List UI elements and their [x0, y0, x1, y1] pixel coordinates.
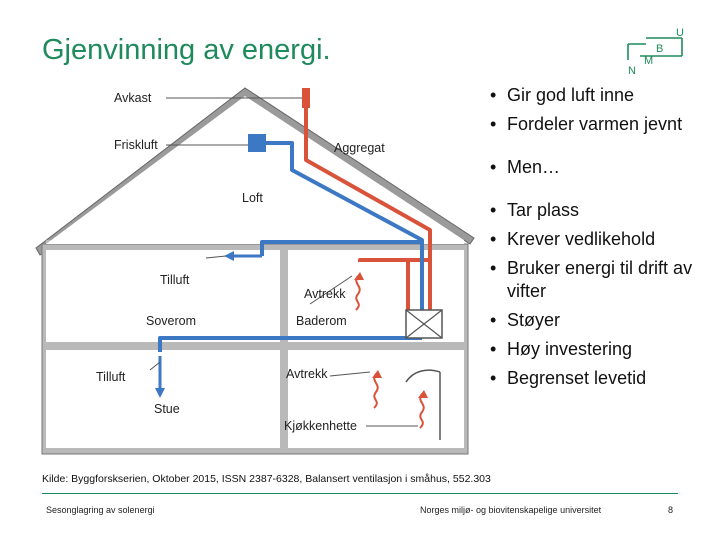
label-tilluft-upper: Tilluft [160, 273, 190, 287]
label-kjokkenhette: Kjøkkenhette [284, 419, 357, 433]
label-avtrekk-lower: Avtrekk [286, 367, 328, 381]
label-stue: Stue [154, 402, 180, 416]
bullet-item: • Men… [490, 156, 715, 179]
logo-letter-u: U [676, 27, 684, 39]
bullet-item: • Støyer [490, 309, 715, 332]
exhaust-chimney [302, 88, 310, 108]
fresh-air-intake-box [248, 134, 266, 152]
footer-presentation-title: Sesonglagring av solenergi [46, 505, 155, 515]
page-number: 8 [668, 505, 674, 515]
label-friskluft: Friskluft [114, 138, 158, 152]
label-tilluft-lower: Tilluft [96, 370, 126, 384]
label-avtrekk-upper: Avtrekk [304, 287, 346, 301]
logo-letter-m: M [644, 55, 654, 67]
footer-institution: Norges miljø- og biovitenskapelige universitet [420, 505, 602, 515]
university-logo [626, 26, 690, 78]
upper-floor [46, 250, 464, 342]
label-loft: Loft [242, 191, 263, 205]
source-citation: Kilde: Byggforskserien, Oktober 2015, ISSN 2387-6328, Balansert ventilasjon i småhus, 552.303 [42, 473, 491, 485]
bullet-list [490, 84, 715, 396]
label-soverom: Soverom [146, 314, 197, 328]
bullet-group-drawbacks [490, 199, 715, 390]
label-baderom: Baderom [296, 314, 347, 328]
room-divider-upper [280, 250, 288, 342]
footer-divider [42, 493, 678, 494]
bullet-item: • Tar plass [490, 199, 715, 222]
logo-letter-b: B [656, 43, 664, 55]
bullet-item: • Høy investering [490, 338, 715, 361]
bullet-group-but [490, 156, 715, 179]
bullet-item: • Fordeler varmen jevnt [490, 113, 715, 136]
label-avkast: Avkast [114, 91, 152, 105]
bullet-item: • Krever vedlikehold [490, 228, 715, 251]
logo-letter-n: N [628, 65, 636, 77]
bullet-item: • Begrenset levetid [490, 367, 715, 390]
attic-inner [46, 96, 464, 244]
lower-floor [46, 350, 464, 448]
ventilation-diagram [30, 80, 480, 460]
bullet-group-benefits [490, 84, 715, 136]
bullet-item: • Bruker energi til drift av vifter [490, 257, 715, 303]
slide-title: Gjenvinning av energi. [42, 34, 331, 66]
room-divider-lower [280, 350, 288, 448]
bullet-item: • Gir god luft inne [490, 84, 715, 107]
label-aggregat: Aggregat [334, 141, 385, 155]
